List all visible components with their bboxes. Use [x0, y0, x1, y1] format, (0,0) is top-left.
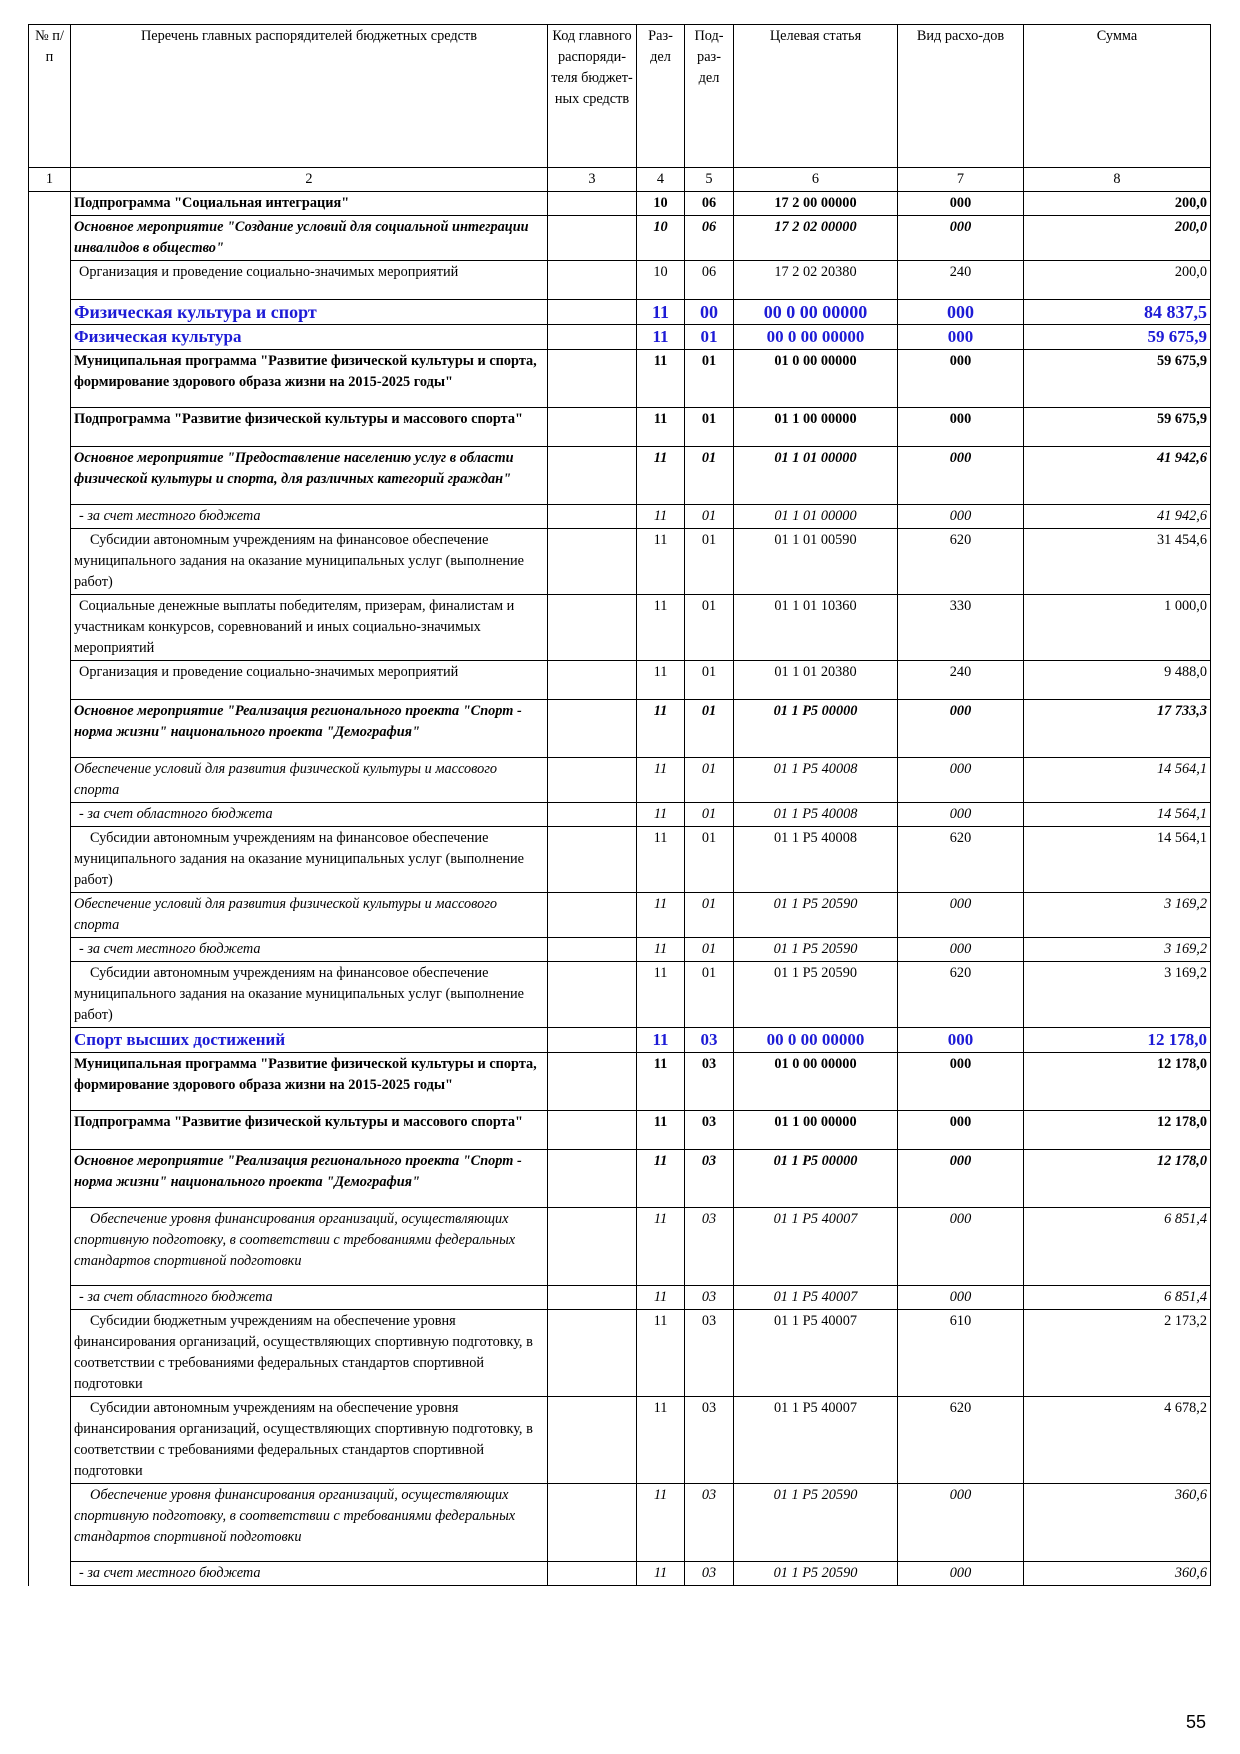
column-number: 3: [548, 168, 637, 192]
row-target-cell: 17 2 00 00000: [734, 192, 898, 216]
row-target-cell: 00 0 00 00000: [734, 300, 898, 325]
row-razdel-cell: 11: [637, 1484, 685, 1562]
row-podrazdel-cell: 00: [685, 300, 734, 325]
table-row: [29, 447, 1211, 505]
row-number-cell: [29, 700, 71, 758]
row-sum-cell: 41 942,6: [1024, 447, 1211, 505]
row-number-cell: [29, 216, 71, 261]
row-target-cell: 00 0 00 00000: [734, 325, 898, 350]
row-name-cell: Спорт высших достижений: [71, 1028, 548, 1053]
row-sum-cell: 2 173,2: [1024, 1310, 1211, 1397]
row-code-cell: [548, 962, 637, 1028]
row-vid-cell: 000: [898, 1111, 1024, 1150]
table-row: [29, 350, 1211, 408]
row-razdel-cell: 11: [637, 1562, 685, 1586]
row-sum-cell: 59 675,9: [1024, 408, 1211, 447]
row-vid-cell: 620: [898, 1397, 1024, 1484]
row-target-cell: 00 0 00 00000: [734, 1028, 898, 1053]
budget-table: [28, 24, 1211, 1586]
row-target-cell: 01 1 P5 40007: [734, 1286, 898, 1310]
row-code-cell: [548, 700, 637, 758]
row-code-cell: [548, 1397, 637, 1484]
row-name-cell: Муниципальная программа "Развитие физической культуры и спорта, формирование здорового образа жизни на 2015-2025 годы": [71, 1053, 548, 1111]
row-razdel-cell: 11: [637, 1310, 685, 1397]
row-code-cell: [548, 350, 637, 408]
row-podrazdel-cell: 03: [685, 1286, 734, 1310]
row-podrazdel-cell: 01: [685, 408, 734, 447]
table-row: [29, 758, 1211, 803]
row-podrazdel-cell: 01: [685, 447, 734, 505]
column-number-row: [29, 168, 1211, 192]
row-razdel-cell: 11: [637, 1286, 685, 1310]
header-podrazdel: Под-раз-дел: [685, 25, 734, 168]
row-number-cell: [29, 261, 71, 300]
row-code-cell: [548, 505, 637, 529]
row-target-cell: 01 1 P5 40007: [734, 1208, 898, 1286]
row-target-cell: 01 1 P5 20590: [734, 1484, 898, 1562]
row-sum-cell: 360,6: [1024, 1484, 1211, 1562]
row-code-cell: [548, 1208, 637, 1286]
row-vid-cell: 000: [898, 1053, 1024, 1111]
row-razdel-cell: 11: [637, 529, 685, 595]
row-number-cell: [29, 938, 71, 962]
row-sum-cell: 12 178,0: [1024, 1111, 1211, 1150]
page-number: 55: [1185, 1712, 1206, 1732]
row-name-cell: Социальные денежные выплаты победителям, призерам, финалистам и участникам конкурсов, соревнований и иных социально-значимых мероприятий: [71, 595, 548, 661]
row-podrazdel-cell: 03: [685, 1397, 734, 1484]
table-row: [29, 1484, 1211, 1562]
row-vid-cell: 000: [898, 1286, 1024, 1310]
row-target-cell: 01 1 01 10360: [734, 595, 898, 661]
row-name-cell: Физическая культура и спорт: [71, 300, 548, 325]
row-razdel-cell: 11: [637, 893, 685, 938]
row-razdel-cell: 11: [637, 962, 685, 1028]
row-code-cell: [548, 1562, 637, 1586]
row-razdel-cell: 10: [637, 261, 685, 300]
header-name: Перечень главных распорядителей бюджетных средств: [71, 25, 548, 168]
row-number-cell: [29, 803, 71, 827]
row-target-cell: 01 1 01 00590: [734, 529, 898, 595]
row-name-cell: - за счет областного бюджета: [71, 803, 548, 827]
row-razdel-cell: 11: [637, 1053, 685, 1111]
row-sum-cell: 1 000,0: [1024, 595, 1211, 661]
row-name-cell: Подпрограмма "Развитие физической культуры и массового спорта": [71, 408, 548, 447]
row-number-cell: [29, 1053, 71, 1111]
row-podrazdel-cell: 03: [685, 1484, 734, 1562]
header-razdel: Раз-дел: [637, 25, 685, 168]
row-sum-cell: 6 851,4: [1024, 1208, 1211, 1286]
header-vid: Вид расхо-дов: [898, 25, 1024, 168]
row-vid-cell: 000: [898, 325, 1024, 350]
row-sum-cell: 12 178,0: [1024, 1053, 1211, 1111]
row-vid-cell: 000: [898, 505, 1024, 529]
row-sum-cell: 17 733,3: [1024, 700, 1211, 758]
row-code-cell: [548, 216, 637, 261]
row-target-cell: 01 1 P5 20590: [734, 962, 898, 1028]
row-name-cell: Обеспечение уровня финансирования организаций, осуществляющих спортивную подготовку, в соответствии с требованиями федеральных стандартов спортивной подготовки: [71, 1484, 548, 1562]
row-sum-cell: 12 178,0: [1024, 1028, 1211, 1053]
row-target-cell: 01 1 P5 20590: [734, 893, 898, 938]
row-target-cell: 01 1 01 00000: [734, 447, 898, 505]
row-podrazdel-cell: 01: [685, 803, 734, 827]
row-sum-cell: 200,0: [1024, 261, 1211, 300]
row-target-cell: 01 1 P5 40007: [734, 1310, 898, 1397]
table-row: [29, 192, 1211, 216]
row-razdel-cell: 11: [637, 505, 685, 529]
row-vid-cell: 000: [898, 1028, 1024, 1053]
row-name-cell: Организация и проведение социально-значимых мероприятий: [71, 261, 548, 300]
row-number-cell: [29, 447, 71, 505]
row-sum-cell: 14 564,1: [1024, 803, 1211, 827]
row-name-cell: Подпрограмма "Социальная интеграция": [71, 192, 548, 216]
row-podrazdel-cell: 01: [685, 350, 734, 408]
row-podrazdel-cell: 03: [685, 1208, 734, 1286]
row-number-cell: [29, 827, 71, 893]
row-code-cell: [548, 938, 637, 962]
row-podrazdel-cell: 06: [685, 261, 734, 300]
header-row: [29, 25, 1211, 168]
row-code-cell: [548, 1053, 637, 1111]
table-row: [29, 408, 1211, 447]
row-sum-cell: 4 678,2: [1024, 1397, 1211, 1484]
row-podrazdel-cell: 01: [685, 758, 734, 803]
row-vid-cell: 000: [898, 300, 1024, 325]
row-razdel-cell: 11: [637, 325, 685, 350]
row-number-cell: [29, 1208, 71, 1286]
row-number-cell: [29, 1150, 71, 1208]
table-row: [29, 325, 1211, 350]
row-podrazdel-cell: 01: [685, 661, 734, 700]
row-code-cell: [548, 595, 637, 661]
row-target-cell: 01 1 P5 00000: [734, 700, 898, 758]
row-name-cell: Субсидии автономным учреждениям на финансовое обеспечение муниципального задания на оказание муниципальных услуг (выполнение работ): [71, 962, 548, 1028]
row-razdel-cell: 11: [637, 300, 685, 325]
row-razdel-cell: 11: [637, 827, 685, 893]
row-sum-cell: 6 851,4: [1024, 1286, 1211, 1310]
row-sum-cell: 59 675,9: [1024, 350, 1211, 408]
row-target-cell: 17 2 02 20380: [734, 261, 898, 300]
row-name-cell: Субсидии автономным учреждениям на финансовое обеспечение муниципального задания на оказание муниципальных услуг (выполнение работ): [71, 827, 548, 893]
row-vid-cell: 000: [898, 192, 1024, 216]
row-name-cell: Подпрограмма "Развитие физической культуры и массового спорта": [71, 1111, 548, 1150]
row-vid-cell: 000: [898, 758, 1024, 803]
row-vid-cell: 240: [898, 661, 1024, 700]
row-sum-cell: 200,0: [1024, 192, 1211, 216]
column-number: 2: [71, 168, 548, 192]
row-podrazdel-cell: 03: [685, 1053, 734, 1111]
row-vid-cell: 000: [898, 1208, 1024, 1286]
row-podrazdel-cell: 03: [685, 1562, 734, 1586]
row-vid-cell: 000: [898, 803, 1024, 827]
row-podrazdel-cell: 03: [685, 1111, 734, 1150]
row-number-cell: [29, 962, 71, 1028]
row-code-cell: [548, 803, 637, 827]
row-name-cell: Организация и проведение социально-значимых мероприятий: [71, 661, 548, 700]
row-name-cell: Обеспечение уровня финансирования организаций, осуществляющих спортивную подготовку, в соответствии с требованиями федеральных стандартов спортивной подготовки: [71, 1208, 548, 1286]
table-row: [29, 962, 1211, 1028]
row-podrazdel-cell: 06: [685, 192, 734, 216]
row-razdel-cell: 11: [637, 350, 685, 408]
column-number: 5: [685, 168, 734, 192]
row-razdel-cell: 11: [637, 1111, 685, 1150]
table-row: [29, 938, 1211, 962]
row-sum-cell: 14 564,1: [1024, 758, 1211, 803]
row-number-cell: [29, 758, 71, 803]
header-code: Код главного распоряди-теля бюджет-ных средств: [548, 25, 637, 168]
row-sum-cell: 360,6: [1024, 1562, 1211, 1586]
row-target-cell: 01 1 P5 40008: [734, 827, 898, 893]
row-sum-cell: 3 169,2: [1024, 938, 1211, 962]
row-number-cell: [29, 1562, 71, 1586]
table-row: [29, 803, 1211, 827]
row-podrazdel-cell: 01: [685, 505, 734, 529]
header-number: № п/п: [29, 25, 71, 168]
row-code-cell: [548, 893, 637, 938]
table-row: [29, 661, 1211, 700]
row-number-cell: [29, 300, 71, 325]
row-target-cell: 01 1 00 00000: [734, 408, 898, 447]
row-target-cell: 01 1 P5 40008: [734, 803, 898, 827]
table-row: [29, 1397, 1211, 1484]
row-number-cell: [29, 408, 71, 447]
table-row: [29, 1562, 1211, 1586]
row-razdel-cell: 10: [637, 216, 685, 261]
row-code-cell: [548, 1286, 637, 1310]
row-target-cell: 01 0 00 00000: [734, 1053, 898, 1111]
row-name-cell: - за счет областного бюджета: [71, 1286, 548, 1310]
row-sum-cell: 14 564,1: [1024, 827, 1211, 893]
row-sum-cell: 31 454,6: [1024, 529, 1211, 595]
row-number-cell: [29, 1286, 71, 1310]
row-vid-cell: 620: [898, 529, 1024, 595]
row-number-cell: [29, 505, 71, 529]
row-name-cell: Основное мероприятие "Создание условий для социальной интеграции инвалидов в общество": [71, 216, 548, 261]
row-name-cell: Субсидии автономным учреждениям на обеспечение уровня финансирования организаций, осуществляющих спортивную подготовку, в соответствии с требованиями федеральных стандартов спортивной подготовки: [71, 1397, 548, 1484]
row-target-cell: 17 2 02 00000: [734, 216, 898, 261]
table-row: [29, 1028, 1211, 1053]
row-razdel-cell: 11: [637, 447, 685, 505]
row-number-cell: [29, 350, 71, 408]
row-podrazdel-cell: 03: [685, 1028, 734, 1053]
row-code-cell: [548, 1310, 637, 1397]
row-name-cell: Основное мероприятие "Реализация регионального проекта "Спорт - норма жизни" национального проекта "Демография": [71, 1150, 548, 1208]
row-name-cell: Обеспечение условий для развития физической культуры и массового спорта: [71, 893, 548, 938]
row-name-cell: - за счет местного бюджета: [71, 938, 548, 962]
row-target-cell: 01 1 P5 20590: [734, 938, 898, 962]
row-vid-cell: 000: [898, 700, 1024, 758]
row-number-cell: [29, 1028, 71, 1053]
row-vid-cell: 620: [898, 827, 1024, 893]
row-podrazdel-cell: 01: [685, 529, 734, 595]
row-code-cell: [548, 325, 637, 350]
row-podrazdel-cell: 01: [685, 595, 734, 661]
row-vid-cell: 240: [898, 261, 1024, 300]
row-code-cell: [548, 192, 637, 216]
row-razdel-cell: 11: [637, 1150, 685, 1208]
row-vid-cell: 000: [898, 893, 1024, 938]
row-code-cell: [548, 408, 637, 447]
header-target: Целевая статья: [734, 25, 898, 168]
row-vid-cell: 000: [898, 216, 1024, 261]
row-code-cell: [548, 661, 637, 700]
row-sum-cell: 3 169,2: [1024, 893, 1211, 938]
row-sum-cell: 3 169,2: [1024, 962, 1211, 1028]
row-vid-cell: 330: [898, 595, 1024, 661]
row-code-cell: [548, 1150, 637, 1208]
table-row: [29, 261, 1211, 300]
row-code-cell: [548, 827, 637, 893]
row-number-cell: [29, 529, 71, 595]
row-razdel-cell: 11: [637, 938, 685, 962]
row-name-cell: Основное мероприятие "Реализация регионального проекта "Спорт - норма жизни" национального проекта "Демография": [71, 700, 548, 758]
table-row: [29, 1208, 1211, 1286]
table-row: [29, 300, 1211, 325]
row-podrazdel-cell: 01: [685, 325, 734, 350]
column-number: 4: [637, 168, 685, 192]
row-sum-cell: 9 488,0: [1024, 661, 1211, 700]
row-sum-cell: 200,0: [1024, 216, 1211, 261]
row-code-cell: [548, 758, 637, 803]
row-name-cell: - за счет местного бюджета: [71, 505, 548, 529]
row-razdel-cell: 11: [637, 1208, 685, 1286]
row-sum-cell: 12 178,0: [1024, 1150, 1211, 1208]
table-row: [29, 595, 1211, 661]
row-vid-cell: 000: [898, 408, 1024, 447]
row-podrazdel-cell: 06: [685, 216, 734, 261]
table-row: [29, 827, 1211, 893]
row-name-cell: Субсидии автономным учреждениям на финансовое обеспечение муниципального задания на оказание муниципальных услуг (выполнение работ): [71, 529, 548, 595]
row-name-cell: Основное мероприятие "Предоставление населению услуг в области физической культуры и спорта, для различных категорий граждан": [71, 447, 548, 505]
row-razdel-cell: 11: [637, 1397, 685, 1484]
row-podrazdel-cell: 01: [685, 962, 734, 1028]
table-row: [29, 1150, 1211, 1208]
row-number-cell: [29, 893, 71, 938]
table-row: [29, 893, 1211, 938]
row-number-cell: [29, 325, 71, 350]
row-code-cell: [548, 300, 637, 325]
column-number: 1: [29, 168, 71, 192]
header-sum: Сумма: [1024, 25, 1211, 168]
row-number-cell: [29, 661, 71, 700]
table-row: [29, 700, 1211, 758]
row-razdel-cell: 11: [637, 595, 685, 661]
column-number: 8: [1024, 168, 1211, 192]
row-vid-cell: 000: [898, 1562, 1024, 1586]
row-target-cell: 01 0 00 00000: [734, 350, 898, 408]
row-target-cell: 01 1 P5 20590: [734, 1562, 898, 1586]
row-name-cell: Обеспечение условий для развития физической культуры и массового спорта: [71, 758, 548, 803]
row-number-cell: [29, 1397, 71, 1484]
row-target-cell: 01 1 01 00000: [734, 505, 898, 529]
row-sum-cell: 59 675,9: [1024, 325, 1211, 350]
table-row: [29, 216, 1211, 261]
row-razdel-cell: 11: [637, 803, 685, 827]
row-code-cell: [548, 1111, 637, 1150]
row-podrazdel-cell: 03: [685, 1150, 734, 1208]
row-vid-cell: 620: [898, 962, 1024, 1028]
row-vid-cell: 000: [898, 447, 1024, 505]
row-number-cell: [29, 1111, 71, 1150]
row-podrazdel-cell: 03: [685, 1310, 734, 1397]
row-code-cell: [548, 1484, 637, 1562]
row-code-cell: [548, 1028, 637, 1053]
row-code-cell: [548, 261, 637, 300]
row-target-cell: 01 1 P5 40007: [734, 1397, 898, 1484]
row-razdel-cell: 11: [637, 700, 685, 758]
row-name-cell: Субсидии бюджетным учреждениям на обеспечение уровня финансирования организаций, осуществляющих спортивную подготовку, в соответствии с требованиями федеральных стандартов спортивной подготовки: [71, 1310, 548, 1397]
row-vid-cell: 610: [898, 1310, 1024, 1397]
row-target-cell: 01 1 P5 00000: [734, 1150, 898, 1208]
row-number-cell: [29, 1484, 71, 1562]
table-row: [29, 505, 1211, 529]
row-name-cell: - за счет местного бюджета: [71, 1562, 548, 1586]
row-razdel-cell: 11: [637, 408, 685, 447]
row-razdel-cell: 11: [637, 1028, 685, 1053]
column-number: 6: [734, 168, 898, 192]
row-razdel-cell: 10: [637, 192, 685, 216]
row-name-cell: Физическая культура: [71, 325, 548, 350]
row-target-cell: 01 1 00 00000: [734, 1111, 898, 1150]
table-row: [29, 1286, 1211, 1310]
row-number-cell: [29, 192, 71, 216]
row-vid-cell: 000: [898, 1484, 1024, 1562]
table-row: [29, 1053, 1211, 1111]
row-target-cell: 01 1 01 20380: [734, 661, 898, 700]
table-row: [29, 1111, 1211, 1150]
table-body: [29, 192, 1211, 1586]
row-podrazdel-cell: 01: [685, 700, 734, 758]
row-podrazdel-cell: 01: [685, 893, 734, 938]
row-number-cell: [29, 1310, 71, 1397]
row-vid-cell: 000: [898, 1150, 1024, 1208]
row-code-cell: [548, 447, 637, 505]
table-row: [29, 529, 1211, 595]
row-vid-cell: 000: [898, 350, 1024, 408]
row-vid-cell: 000: [898, 938, 1024, 962]
row-sum-cell: 41 942,6: [1024, 505, 1211, 529]
budget-sheet: [28, 24, 1210, 1586]
row-number-cell: [29, 595, 71, 661]
row-razdel-cell: 11: [637, 661, 685, 700]
row-sum-cell: 84 837,5: [1024, 300, 1211, 325]
table-row: [29, 1310, 1211, 1397]
row-razdel-cell: 11: [637, 758, 685, 803]
row-podrazdel-cell: 01: [685, 938, 734, 962]
row-name-cell: Муниципальная программа "Развитие физической культуры и спорта, формирование здорового образа жизни на 2015-2025 годы": [71, 350, 548, 408]
row-target-cell: 01 1 P5 40008: [734, 758, 898, 803]
column-number: 7: [898, 168, 1024, 192]
row-podrazdel-cell: 01: [685, 827, 734, 893]
row-code-cell: [548, 529, 637, 595]
